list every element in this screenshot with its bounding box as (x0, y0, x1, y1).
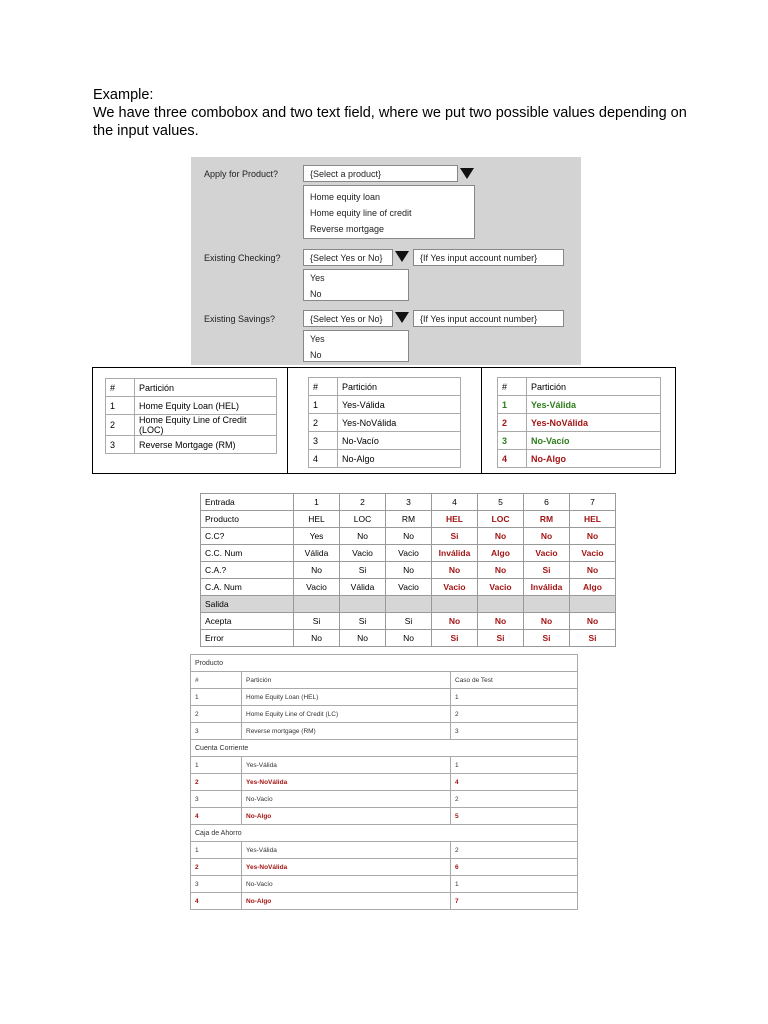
table-row: C.A. Num Vacio Válida Vacio Vacio Vacio Inválida Algo (201, 579, 616, 596)
table-row: 3 Reverse Mortgage (RM) (106, 436, 277, 454)
savings-option[interactable]: No (310, 350, 322, 360)
table-header-row: # Partición (106, 379, 277, 397)
table-header-row: Entrada 1 2 3 4 5 6 7 (201, 494, 616, 511)
section-title-row: Producto (191, 655, 578, 672)
section-title-row: Cuenta Corriente (191, 740, 578, 757)
table-row: C.A.? No Si No No No Si No (201, 562, 616, 579)
product-options-list (303, 185, 475, 239)
table-section-row: Salida (201, 596, 616, 613)
table-header-row: # Partición Caso de Test (191, 672, 578, 689)
savings-partition-table (497, 377, 661, 468)
table-row: 3 No-Vacío (309, 432, 461, 450)
savings-account-input[interactable]: {If Yes input account number} (413, 310, 564, 327)
table-row: Producto HEL LOC RM HEL LOC RM HEL (201, 511, 616, 528)
checking-account-input[interactable]: {If Yes input account number} (413, 249, 564, 266)
product-option[interactable]: Home equity loan (310, 192, 381, 202)
checking-partition-table (308, 377, 461, 468)
form-mockup (191, 157, 581, 365)
partition-tables-panel (92, 367, 676, 474)
table-row: C.C. Num Válida Vacio Vacio Inválida Algo Vacio Vacio (201, 545, 616, 562)
product-option[interactable]: Home equity line of credit (310, 208, 412, 218)
checking-select[interactable]: {Select Yes or No} (303, 249, 393, 266)
table-row: 2 Home Equity Line of Credit (LC) 2 (191, 706, 578, 723)
table-row: 1 Yes-Válida (309, 396, 461, 414)
savings-dropdown-arrow-icon[interactable] (395, 312, 409, 323)
table-row: 1 Home Equity Loan (HEL) 1 (191, 689, 578, 706)
test-case-mapping-table (190, 654, 578, 910)
savings-label: Existing Savings? (204, 314, 276, 324)
divider (287, 368, 288, 473)
checking-option[interactable]: No (310, 289, 322, 299)
table-row: 3 Reverse mortgage (RM) 3 (191, 723, 578, 740)
table-row: 3 No-Vacío (498, 432, 661, 450)
table-row: 4 No-Algo 7 (191, 893, 578, 910)
table-row: Acepta Si Si Si No No No No (201, 613, 616, 630)
intro-paragraph: We have three combobox and two text field, where we put two possible values depending on the input values. (93, 105, 687, 139)
table-row: 2 Yes-NoVálida 6 (191, 859, 578, 876)
table-header-row: # Partición (309, 378, 461, 396)
table-row: 2 Yes-NoVálida (309, 414, 461, 432)
savings-options-list (303, 330, 409, 362)
product-dropdown-arrow-icon[interactable] (460, 168, 474, 179)
section-title-row: Caja de Ahorro (191, 825, 578, 842)
table-row: 3 No-Vacío 1 (191, 876, 578, 893)
table-row: 1 Yes-Válida 1 (191, 757, 578, 774)
table-row: 4 No-Algo (309, 450, 461, 468)
checking-dropdown-arrow-icon[interactable] (395, 251, 409, 262)
savings-option[interactable]: Yes (310, 334, 325, 344)
table-row: 2 Home Equity Line of Credit (LOC) (106, 415, 277, 436)
table-row: 1 Yes-Válida 2 (191, 842, 578, 859)
savings-select[interactable]: {Select Yes or No} (303, 310, 393, 327)
table-row: 2 Yes-NoVálida (498, 414, 661, 432)
product-option[interactable]: Reverse mortgage (310, 224, 385, 234)
product-partition-table (105, 378, 277, 454)
product-select[interactable]: {Select a product} (303, 165, 458, 182)
table-row: 4 No-Algo 5 (191, 808, 578, 825)
table-row: 1 Yes-Válida (498, 396, 661, 414)
table-row: 1 Home Equity Loan (HEL) (106, 397, 277, 415)
intro-heading: Example: (93, 87, 154, 103)
table-header-row: # Partición (498, 378, 661, 396)
table-row: 4 No-Algo (498, 450, 661, 468)
table-row: C.C? Yes No No Si No No No (201, 528, 616, 545)
table-row: 2 Yes-NoVálida 4 (191, 774, 578, 791)
checking-options-list (303, 269, 409, 301)
product-label: Apply for Product? (204, 169, 279, 179)
checking-label: Existing Checking? (204, 253, 281, 263)
table-row: 3 No-Vacío 2 (191, 791, 578, 808)
table-row: Error No No No Si Si Si Si (201, 630, 616, 647)
divider (481, 368, 482, 473)
checking-option[interactable]: Yes (310, 273, 325, 283)
intro-text (93, 86, 693, 140)
decision-table (200, 493, 616, 647)
